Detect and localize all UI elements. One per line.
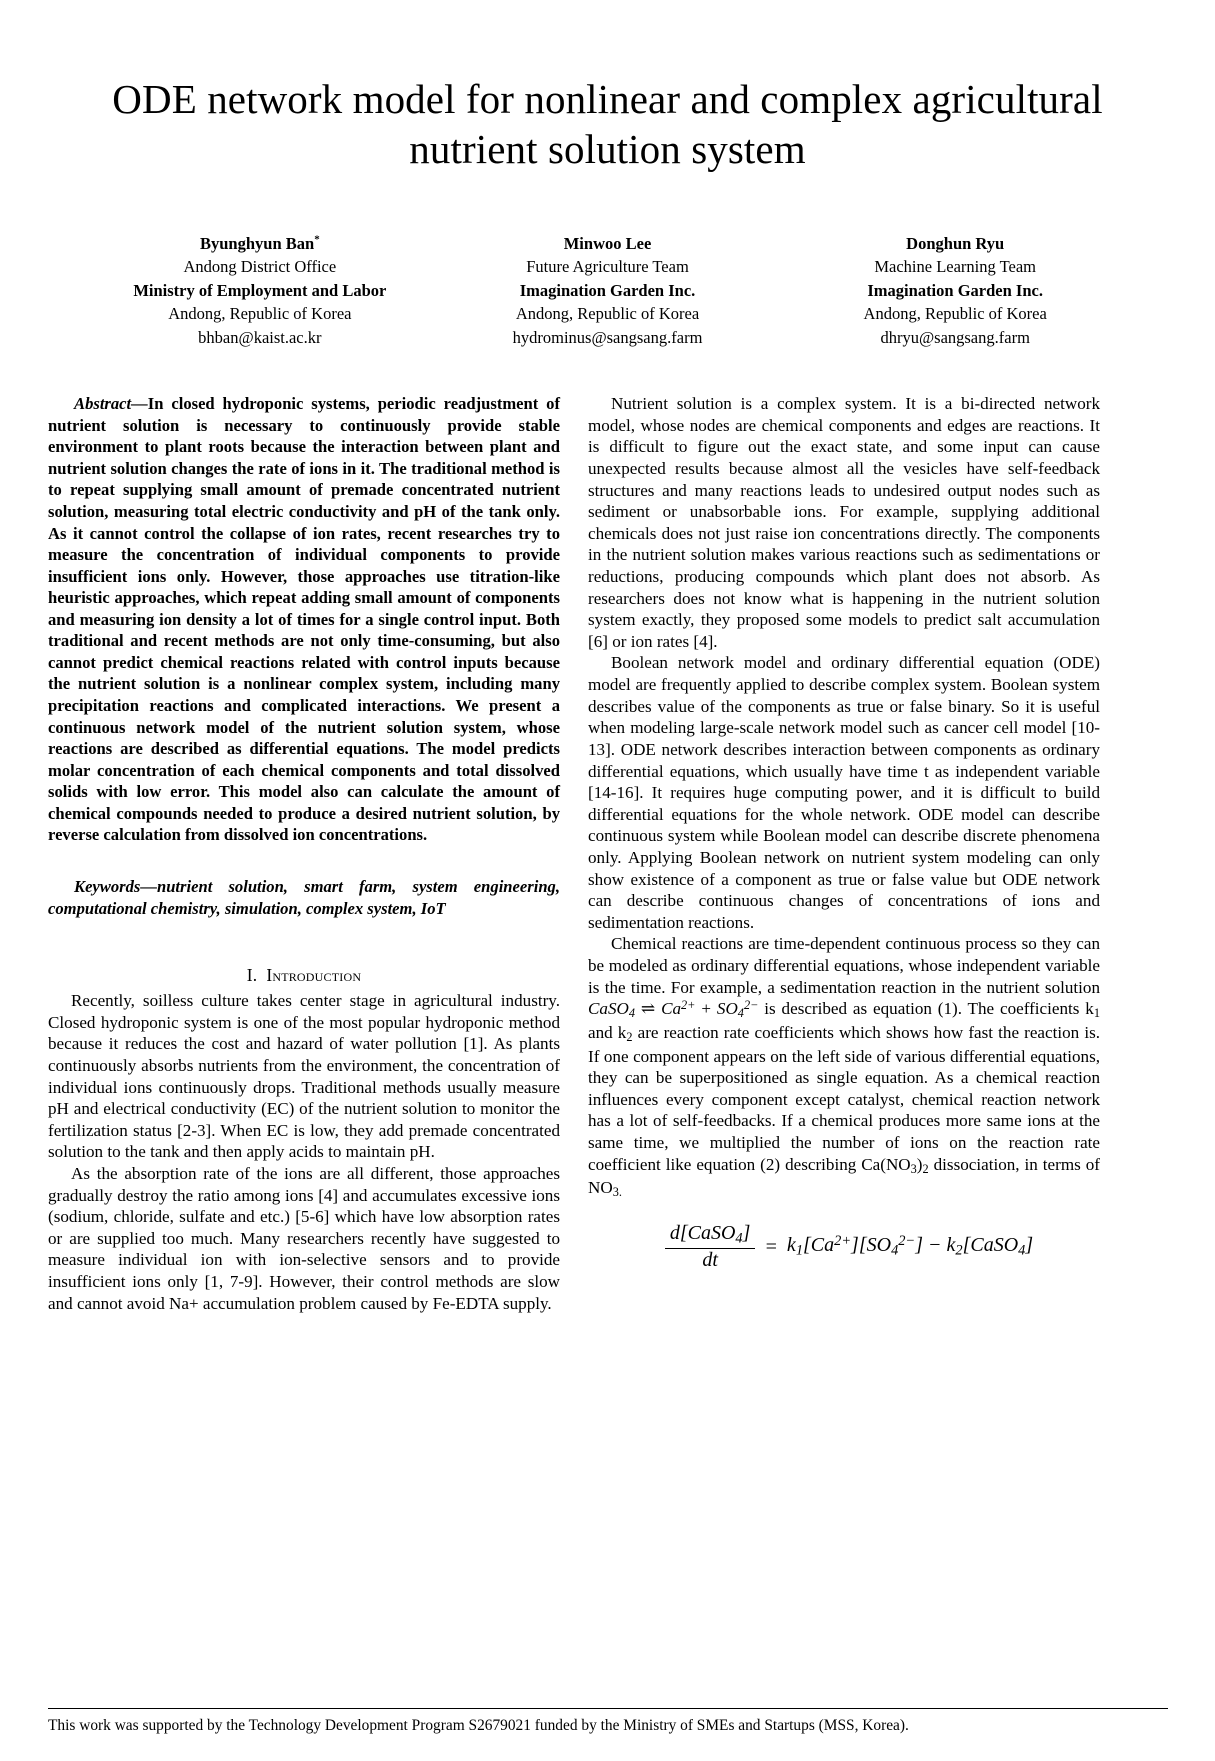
author-name-text: Minwoo Lee xyxy=(563,234,652,254)
k2-sub: 2 xyxy=(955,1242,963,1259)
k1-label: k xyxy=(786,1234,796,1257)
plus-sign: + xyxy=(695,999,717,1019)
ca-term-close: ] xyxy=(851,1234,859,1257)
left-column xyxy=(48,393,560,1314)
chem-caso4-subscript: 4 xyxy=(628,1006,635,1021)
author-entry xyxy=(781,232,1129,349)
numerator-label: d[CaSO xyxy=(669,1221,736,1244)
para-text-b: is described as equation (1). The coefficients k xyxy=(758,999,1094,1019)
numerator-subscript: 4 xyxy=(735,1230,743,1247)
author-location: Andong, Republic of Korea xyxy=(515,304,700,324)
para-text-f: dissociation, in terms of NO xyxy=(588,1154,1100,1198)
chem-so4-label: SO xyxy=(716,999,738,1019)
author-name xyxy=(86,232,434,255)
page-title: ODE network model for nonlinear and complex agricultural nutrient solution system xyxy=(112,76,1103,173)
funding-note: This work was supported by the Technology Development Program S2679021 funded by the Ministry of SMEs and Startups (MSS, Korea). xyxy=(48,1716,909,1734)
author-affiliation-marker: * xyxy=(314,233,320,246)
footnote-block xyxy=(48,1708,1168,1735)
so4-term-sub: 4 xyxy=(891,1242,899,1259)
abstract-label: Abstract— xyxy=(74,394,148,414)
author-block xyxy=(0,232,1215,349)
chemical-formula-caso4 xyxy=(588,999,635,1021)
paragraph: As the absorption rate of the ions are all different, those approaches gradually destroy the ratio among ions [4] and accumulates excessive ions (sodium, chloride, sulfate and etc.) [5-6] which have low absorption rates or are supplied too much. Many researchers recently have suggested to measure individual ion with ion-selective sensors and to provide insufficient ions only [1, 7-9]. However, their control methods are slow and cannot avoid Na+ accumulation problem caused by Fe-EDTA supply. xyxy=(48,1163,560,1313)
k1-subscript: 1 xyxy=(1093,1006,1101,1021)
abstract-body: In closed hydroponic systems, periodic readjustment of nutrient solution is necessary to continuously provide stable environment to plant roots because the interaction between plant and nutrient solution changes the rate of ions in it. The traditional method is to repeat supplying small amount of premade concentrated nutrient solution, measuring total electric conductivity and pH of the tank only. As it cannot control the collapse of ion rates, recent researches try to measure the concentration of individual components to provide insufficient ions only. However, those approaches use titration-like heuristic approaches, which repeat adding small amount of components and measuring ion density a lot of times for a single control input. Both traditional and recent methods are not only time-consuming, but also cannot predict chemical reactions related with control inputs because the nutrient solution is a nonlinear complex system, including many precipitation reactions and complicated interactions. We present a continuous network model of the nutrient solution system, whose reactions are described as differential equations. The model predicts molar concentration of each chemical components and total dissolved solids with low error. This model also can calculate the amount of chemical compounds needed to produce a desired nutrient solution, by reverse calculation from dissolved ion concentrations. xyxy=(48,394,560,845)
caso4-term: [CaSO xyxy=(962,1234,1019,1257)
caso4-term-sub: 4 xyxy=(1018,1242,1026,1259)
paragraph-with-chemistry xyxy=(588,933,1100,1201)
footnote-divider xyxy=(48,1708,1168,1709)
ca-term-sup: 2+ xyxy=(834,1233,852,1250)
body-columns xyxy=(0,393,1215,1314)
derivative-fraction xyxy=(665,1223,756,1271)
chem-caso4-label: CaSO xyxy=(588,999,629,1019)
keywords-paragraph xyxy=(48,876,560,919)
author-email[interactable]: dhryu@sangsang.farm xyxy=(880,327,1030,347)
author-organization: Imagination Garden Inc. xyxy=(519,280,696,300)
chemical-formula-ca-ion xyxy=(661,999,695,1018)
title-block xyxy=(0,0,1215,174)
no3-subscript: 3 xyxy=(910,1161,917,1176)
chemical-formula-so4-ion xyxy=(716,998,759,1021)
para-text-e: ) xyxy=(916,1154,923,1174)
equilibrium-arrow-icon: ⇌ xyxy=(635,999,662,1019)
section-numeral: I. xyxy=(246,965,258,986)
author-name-text: Donghun Ryu xyxy=(906,234,1005,254)
author-organization: Imagination Garden Inc. xyxy=(867,280,1043,300)
so4-term-sup: 2− xyxy=(898,1233,916,1250)
para-text-c: and k xyxy=(588,1022,627,1042)
equals-sign: = xyxy=(764,1235,778,1258)
k1-sub: 1 xyxy=(795,1242,804,1259)
keywords-list: nutrient solution, smart farm, system engineering, computational chemistry, simulation, complex system, IoT xyxy=(48,876,560,918)
so4-term-close: ] xyxy=(915,1234,923,1257)
numerator-bracket: ] xyxy=(742,1221,751,1244)
display-equation-1 xyxy=(588,1223,1100,1271)
chem-ca-superscript: 2+ xyxy=(681,998,696,1013)
author-email[interactable]: hydrominus@sangsang.farm xyxy=(512,327,703,347)
so4-term: [SO xyxy=(858,1234,892,1257)
author-name xyxy=(434,232,782,255)
author-name xyxy=(781,232,1129,255)
section-title: Introduction xyxy=(266,965,362,986)
author-department: Machine Learning Team xyxy=(874,257,1036,277)
author-department: Andong District Office xyxy=(183,257,337,277)
author-department: Future Agriculture Team xyxy=(526,257,689,277)
chem-ca-label: Ca xyxy=(661,999,682,1019)
author-organization: Ministry of Employment and Labor xyxy=(133,280,387,300)
minus-sign xyxy=(923,1234,947,1256)
abstract-paragraph xyxy=(48,393,560,846)
minus-glyph: − xyxy=(927,1234,942,1257)
author-entry xyxy=(86,232,434,349)
caso4-term-close: ] xyxy=(1025,1234,1034,1257)
paragraph: Boolean network model and ordinary differential equation (ODE) model are frequently applied to describe complex system. Boolean system describes value of the components as true or false binary. So it is useful when modeling large-scale network model such as cancer cell model [10-13]. ODE network describes interaction between components as ordinary differential equations, which usually have time t as independent variable [14-16]. It requires huge computing power, and it is difficult to build differential equations for the whole network. ODE model can describe continuous system while Boolean model can describe discrete phenomena only. Applying Boolean network on nutrient system modeling can only show existence of a component as true or false value but ODE network can describe continuous changes of concentrations of ions and sedimentation reactions. xyxy=(588,653,1100,932)
fraction-denominator: dt xyxy=(665,1248,756,1271)
no3-final-subscript: 3. xyxy=(612,1185,622,1200)
author-location: Andong, Republic of Korea xyxy=(168,304,352,324)
k2-label: k xyxy=(946,1234,956,1257)
keywords-label: Keywords— xyxy=(74,876,157,896)
author-entry xyxy=(434,232,782,349)
author-email[interactable]: bhban@kaist.ac.kr xyxy=(198,327,322,347)
author-location: Andong, Republic of Korea xyxy=(863,304,1047,324)
paragraph: Nutrient solution is a complex system. It is a bi-directed network model, whose nodes are chemical components and edges are reactions. It is difficult to figure out the exact state, and some input can cause unexpected results because almost all the vesicles have self-feedback structures and many reactions leads to undesired output nodes such as sediment or unabsorbable ions. For example, supplying additional chemicals does not just raise ion concentrations directly. The components in the nutrient solution makes various reactions such as sedimentations or reductions, producing compounds which plant does not absorb. As researchers does not know what is happening in the nutrient solution system exactly, they proposed some models to predict salt accumulation [6] or ion rates [4]. xyxy=(588,394,1100,651)
para-text-a: Chemical reactions are time-dependent continuous process so they can be modeled as ordinary differential equations, whose independent variable is the time. For example, a sedimentation reaction in the nutrient solution xyxy=(588,934,1100,997)
ca-term: [Ca xyxy=(803,1234,835,1257)
chem-so4-superscript: 2− xyxy=(743,998,759,1013)
fraction-numerator xyxy=(665,1223,756,1248)
right-column xyxy=(588,393,1100,1314)
equation-right-hand-side xyxy=(787,1234,1033,1259)
para-text-d: are reaction rate coefficients which shows how fast the reaction is. If one component appears on the left side of various differential equations, they can be superpositioned as single equation. As a chemical reaction influences every component except catalyst, chemical reaction network has a lot of self-feedbacks. If a chemical produces more same ions at the same time, we multiplied the number of ions on the reaction rate coefficient like equation (2) describing Ca(NO xyxy=(588,1022,1100,1174)
author-name-text: Byunghyun Ban xyxy=(199,234,315,254)
chem-so4-subscript: 4 xyxy=(737,1006,744,1021)
k2-subscript: 2 xyxy=(626,1030,633,1045)
paragraph: Recently, soilless culture takes center stage in agricultural industry. Closed hydroponic system is one of the most popular hydroponic method because it reduces the cost and hazard of water pollution [1]. As plants continuously absorbs nutrients from the environment, the concentration of individual ions continuously drops. Traditional methods usually measure pH and electrical conductivity (EC) of the nutrient solution to monitor the fertilization status [2-3]. When EC is low, they add premade concentrated solution to the tank and then apply acids to maintain pH. xyxy=(48,991,560,1162)
section-heading-introduction xyxy=(48,965,560,986)
no3-count-subscript: 2 xyxy=(922,1161,929,1176)
